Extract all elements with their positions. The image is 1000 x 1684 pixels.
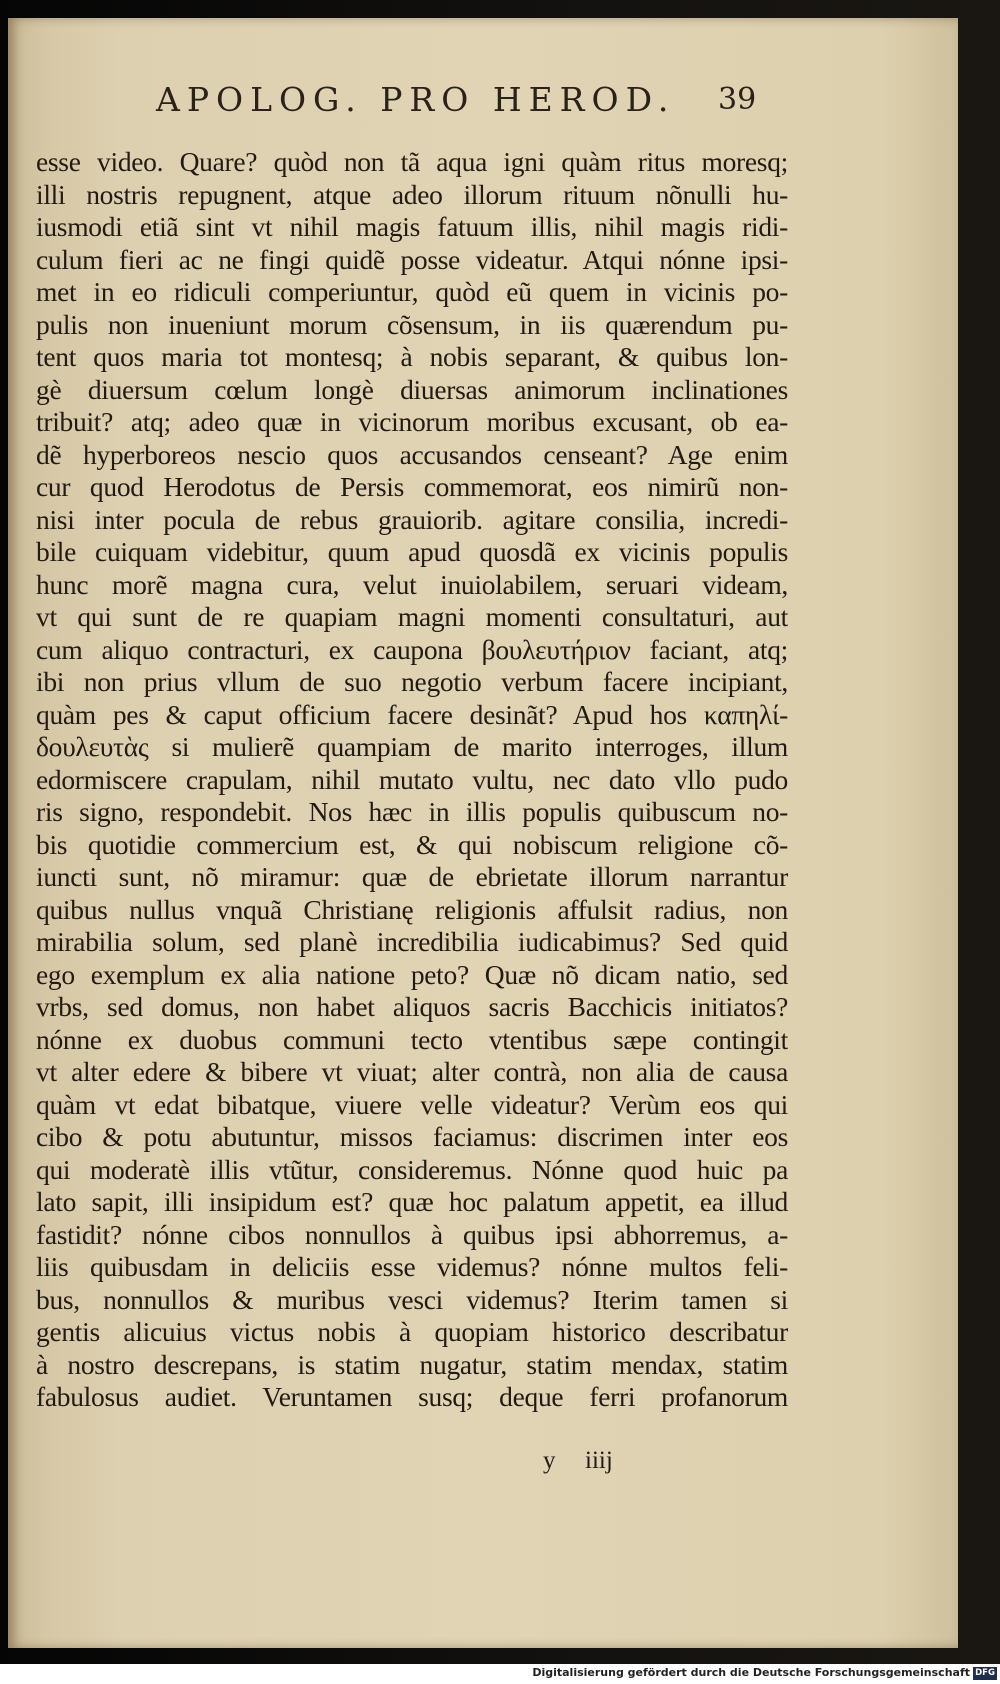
text-line: esse video. Quare? quòd non tã aqua igni quàm ritus moresq;	[36, 146, 788, 177]
text-line: liis quibusdam in deliciis esse videmus? nónne multos feli-	[36, 1251, 788, 1282]
text-line: mirabilia solum, sed planè incredibilia iudicabimus? Sed quid	[36, 926, 788, 957]
text-line: cum aliquo contracturi, ex caupona βουλευτήριον faciant, atq;	[36, 633, 788, 665]
text-line: gentis alicuius victus nobis à quopiam historico describatur	[36, 1316, 788, 1347]
catchword-line	[543, 1447, 743, 1481]
text-line: tent quos maria tot montesq; à nobis separant, & quibus lon-	[36, 341, 788, 372]
page-number: 39	[718, 82, 757, 117]
book-page	[8, 18, 958, 1648]
text-line: met in eo ridiculi comperiuntur, quòd eũ quem in vicinis po-	[36, 276, 788, 307]
text-line: culum fieri ac ne fingi quidẽ posse videatur. Atqui nónne ipsi-	[36, 243, 788, 275]
text-line: quàm vt edat bibatque, viuere velle videatur? Verùm eos qui	[36, 1088, 788, 1120]
text-line: edormiscere crapulam, nihil mutato vultu, nec dato vllo pudo	[36, 763, 788, 795]
text-line: vt alter edere & bibere vt viuat; alter contrà, non alia de causa	[36, 1056, 788, 1087]
text-line: illi nostris repugnent, atque adeo illorum rituum nõnulli hu-	[36, 178, 788, 210]
text-line: nónne ex duobus communi tecto vtentibus sæpe contingit	[36, 1023, 788, 1055]
text-line: quàm pes & caput officium facere desinãt? Apud hos καπηλί-	[36, 698, 788, 730]
text-line: lato sapit, illi insipidum est? quæ hoc palatum appetit, ea illud	[36, 1186, 788, 1217]
text-line: fastidit? nónne cibos nonnullos à quibus ipsi abhorremus, a-	[36, 1218, 788, 1250]
text-line: cur quod Herodotus de Persis commemorat, eos nimirũ non-	[36, 471, 788, 502]
text-line: bile cuiquam videbitur, quum apud quosdã ex vicinis populis	[36, 536, 788, 567]
text-line: vt qui sunt de re quapiam magni momenti consultaturi, aut	[36, 601, 788, 632]
text-line: cibo & potu abutuntur, missos faciamus: discrimen inter eos	[36, 1121, 788, 1152]
text-line: ego exemplum ex alia natione peto? Quæ nõ dicam natio, sed	[36, 958, 788, 990]
text-line: δουλευτὰς si mulierẽ quampiam de marito interroges, illum	[36, 731, 788, 762]
text-line: qui moderatè illis vtũtur, consideremus. Nónne quod huic pa	[36, 1153, 788, 1185]
text-line: fabulosus audiet. Veruntamen susq; deque ferri profanorum	[36, 1381, 788, 1412]
text-line: ibi non prius vllum de suo negotio verbum facere incipiant,	[36, 666, 788, 697]
dfg-logo: DFG	[973, 1667, 997, 1680]
text-line: quibus nullus vnquã Christianę religionis affulsit radius, non	[36, 893, 788, 925]
text-line: vrbs, sed domus, non habet aliquos sacris Bacchicis initiatos?	[36, 991, 788, 1022]
body-text	[36, 146, 788, 1414]
running-head	[8, 80, 958, 130]
text-line: nisi inter pocula de rebus grauiorib. agitare consilia, incredi-	[36, 503, 788, 535]
text-line: pulis non inueniunt morum cõsensum, in iis quærendum pu-	[36, 308, 788, 340]
text-line: iuncti sunt, nõ miramur: quæ de ebrietate illorum narrantur	[36, 861, 788, 892]
digitization-footer	[0, 1664, 1000, 1684]
signature-mark: y	[543, 1447, 556, 1474]
funding-credit: Digitalisierung gefördert durch die Deutsche Forschungsgemeinschaft	[532, 1666, 970, 1679]
text-line: gè diuersum cœlum longè diuersas animorum inclinationes	[36, 373, 788, 405]
leaf-number: iiij	[585, 1447, 613, 1474]
text-line: tribuit? atq; adeo quæ in vicinorum moribus excusant, ob ea-	[36, 406, 788, 437]
text-line: iusmodi etiã sint vt nihil magis fatuum illis, nihil magis ridi-	[36, 211, 788, 242]
running-head-title: APOLOG. PRO HEROD.	[156, 80, 676, 119]
text-line: à nostro descrepans, is statim nugatur, statim mendax, statim	[36, 1348, 788, 1380]
text-line: bis quotidie commercium est, & qui nobiscum religione cõ-	[36, 828, 788, 860]
text-line: bus, nonnullos & muribus vesci videmus? Iterim tamen si	[36, 1283, 788, 1315]
text-line: dẽ hyperboreos nescio quos accusandos censeant? Age enim	[36, 438, 788, 470]
text-line: hunc morẽ magna cura, velut inuiolabilem, seruari videam,	[36, 568, 788, 600]
text-line: ris signo, respondebit. Nos hæc in illis populis quibuscum no-	[36, 796, 788, 827]
